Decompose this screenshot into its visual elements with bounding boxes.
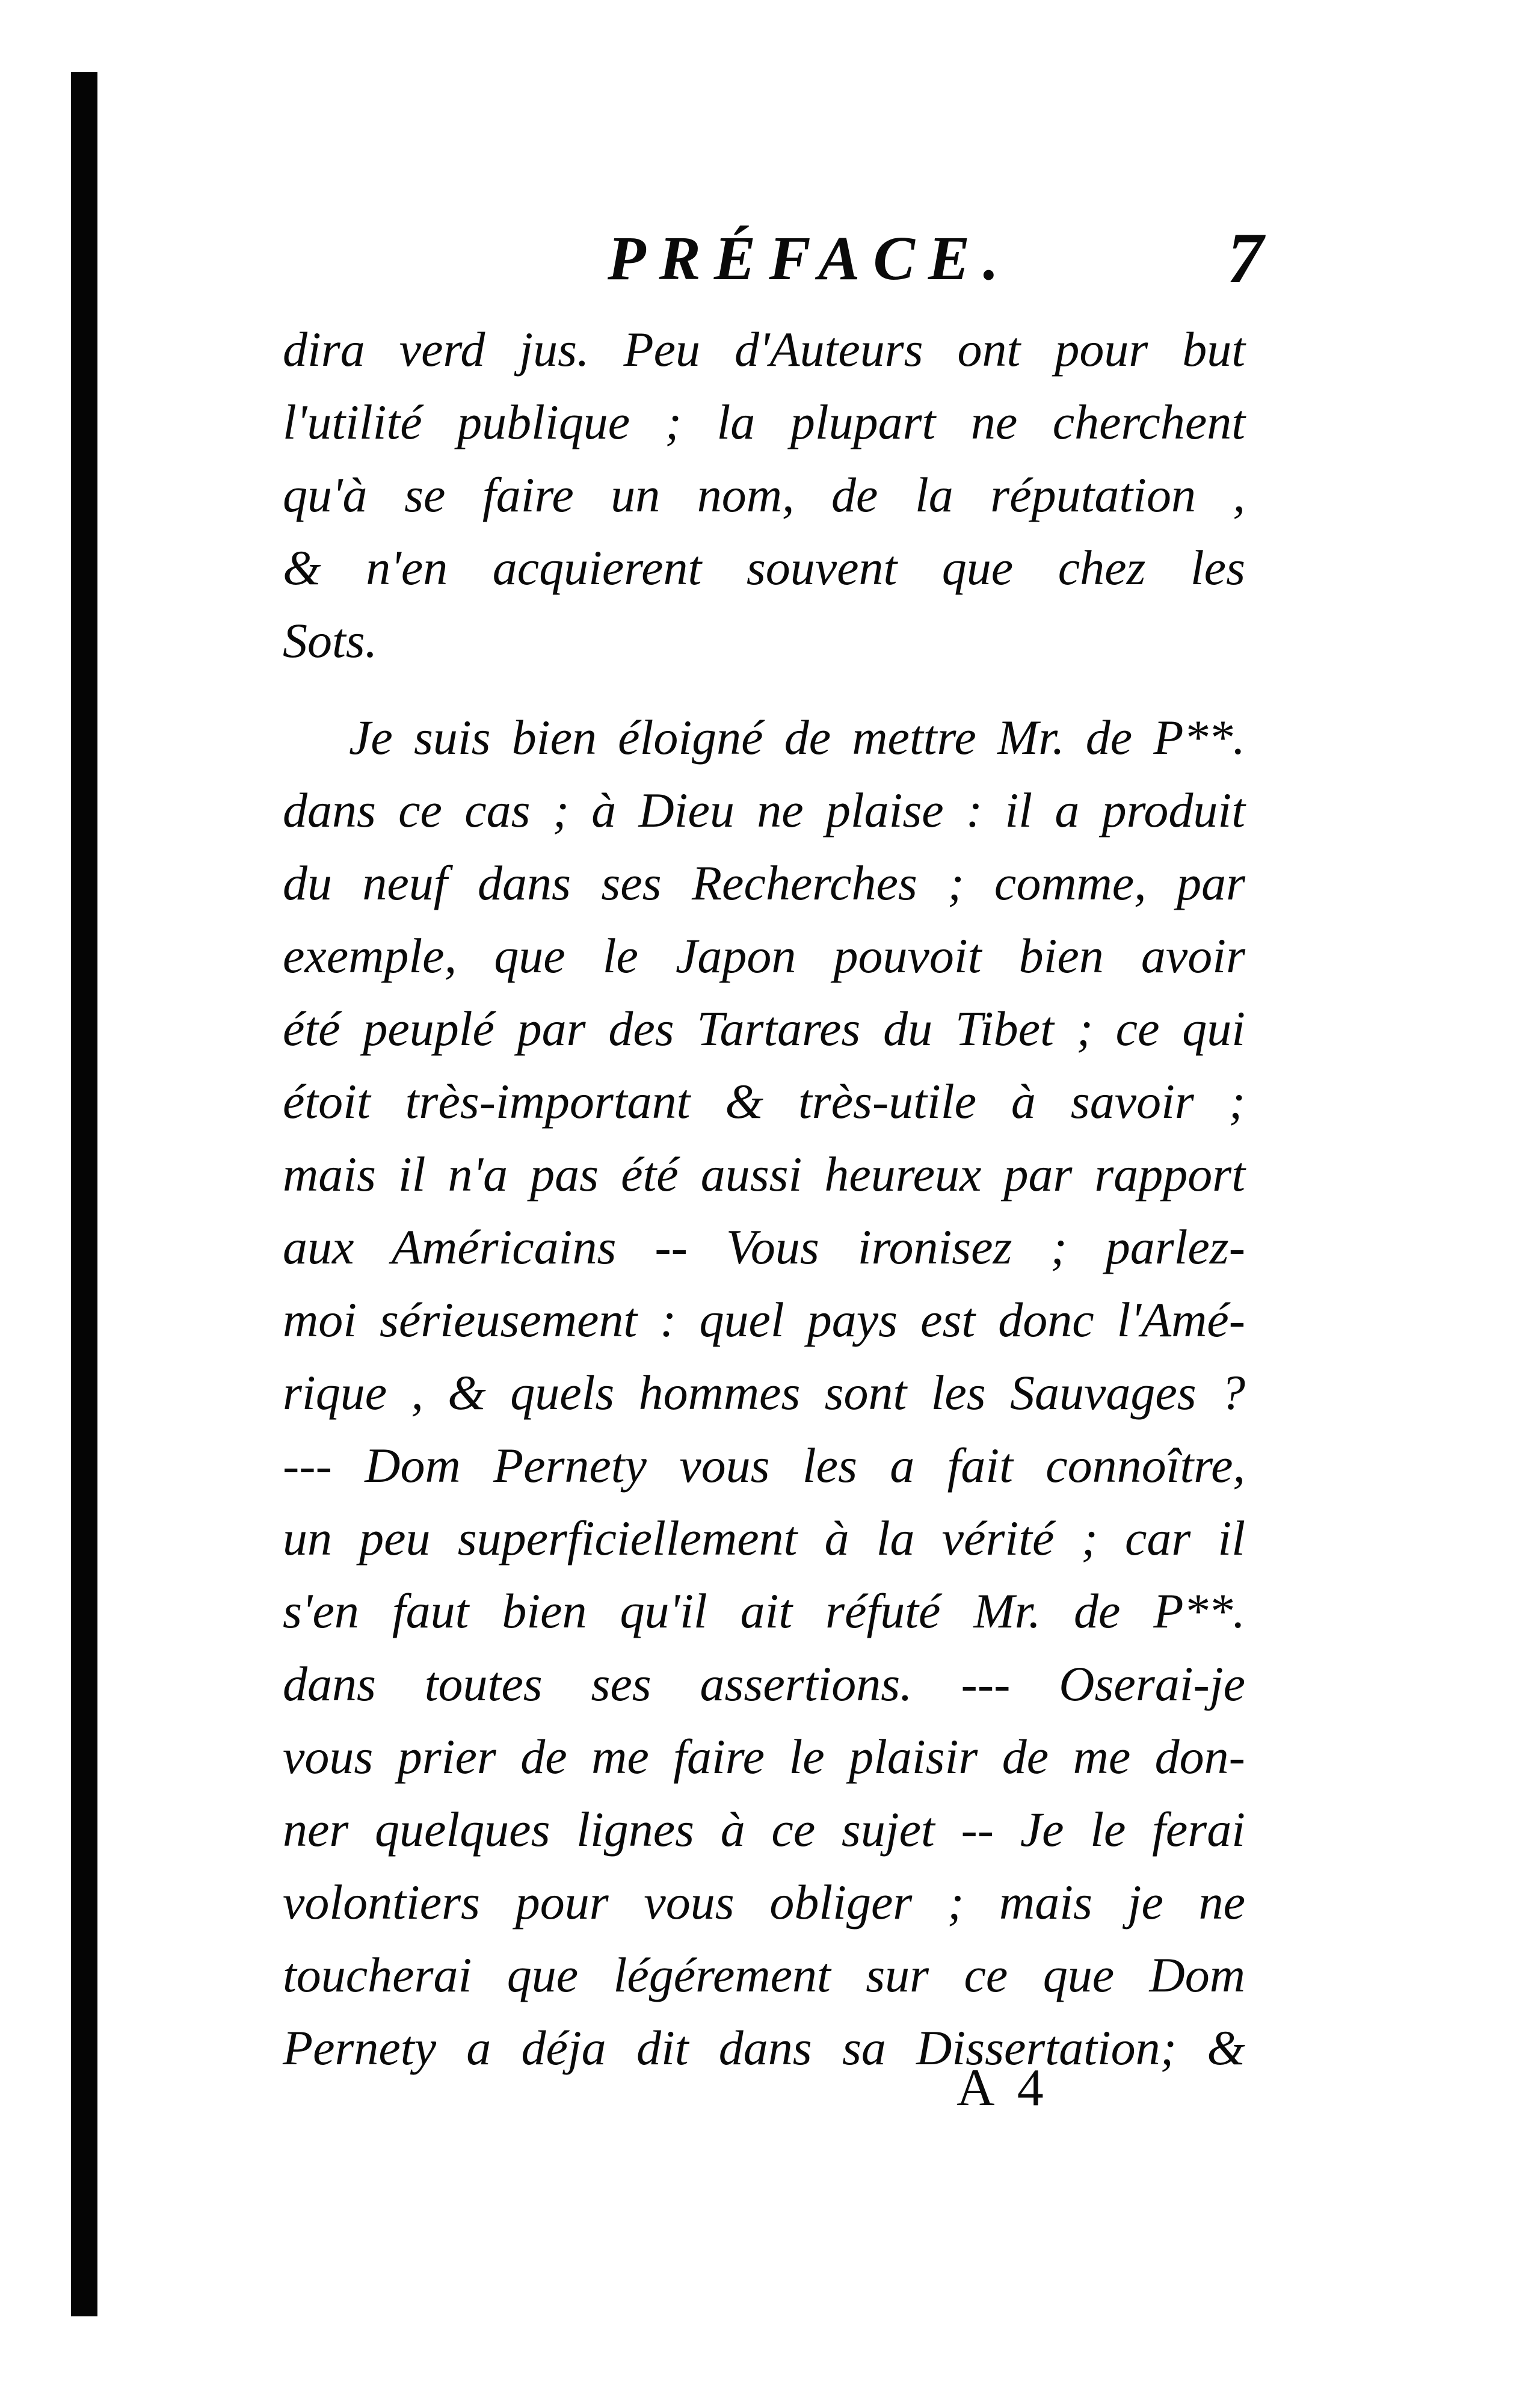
text-line: aux Américains -- Vous ironisez ; parlez- [283, 1220, 1245, 1274]
signature-mark: A 4 [956, 2059, 1050, 2117]
binding-shadow [71, 72, 97, 2316]
text-line: mais il n'a pas été aussi heureux par rapport [283, 1147, 1245, 1202]
text-line: & n'en acquierent souvent que chez les [283, 540, 1245, 595]
text-line: du neuf dans ses Recherches ; comme, par [283, 856, 1245, 910]
text-line: été peuplé par des Tartares du Tibet ; ce qui [283, 1001, 1245, 1056]
text-line: dans toutes ses assertions. --- Oserai-je [283, 1656, 1245, 1711]
paragraph-gap [283, 677, 1245, 701]
text-line: dira verd jus. Peu d'Auteurs ont pour but [283, 322, 1245, 377]
text-body [283, 313, 1245, 2084]
text-line: Sots. [283, 613, 378, 668]
text-line: qu'à se faire un nom, de la réputation , [283, 467, 1245, 522]
text-line: dans ce cas ; à Dieu ne plaise : il a produit [283, 783, 1245, 838]
text-line: Pernety a déja dit dans sa Dissertation; & [283, 2020, 1245, 2075]
text-line: ner quelques lignes à ce sujet -- Je le ferai [283, 1802, 1245, 1857]
text-line: rique , & quels hommes sont les Sauvages ? [283, 1365, 1245, 1420]
page-number: 7 [1227, 218, 1263, 298]
text-line: --- Dom Pernety vous les a fait connoître, [283, 1438, 1245, 1493]
text-line: moi sérieusement : quel pays est donc l'Amé- [283, 1292, 1245, 1347]
text-line: s'en faut bien qu'il ait réfuté Mr. de P**. [283, 1584, 1245, 1638]
text-line: volontiers pour vous obliger ; mais je ne [283, 1875, 1245, 1929]
text-line: Je suis bien éloigné de mettre Mr. de P**. [349, 710, 1245, 765]
running-header [283, 211, 1275, 298]
paragraph-1 [283, 313, 1245, 677]
text-line: étoit très-important & très-utile à savoir ; [283, 1074, 1245, 1129]
running-title: PRÉFACE. [608, 224, 1012, 293]
text-line: exemple, que le Japon pouvoit bien avoir [283, 928, 1245, 983]
text-line: toucherai que légérement sur ce que Dom [283, 1948, 1245, 2002]
text-line: un peu superficiellement à la vérité ; car il [283, 1511, 1245, 1565]
paragraph-2 [283, 701, 1245, 2084]
text-line: vous prier de me faire le plaisir de me don- [283, 1729, 1245, 1784]
text-line: l'utilité publique ; la plupart ne cherchent [283, 395, 1245, 449]
